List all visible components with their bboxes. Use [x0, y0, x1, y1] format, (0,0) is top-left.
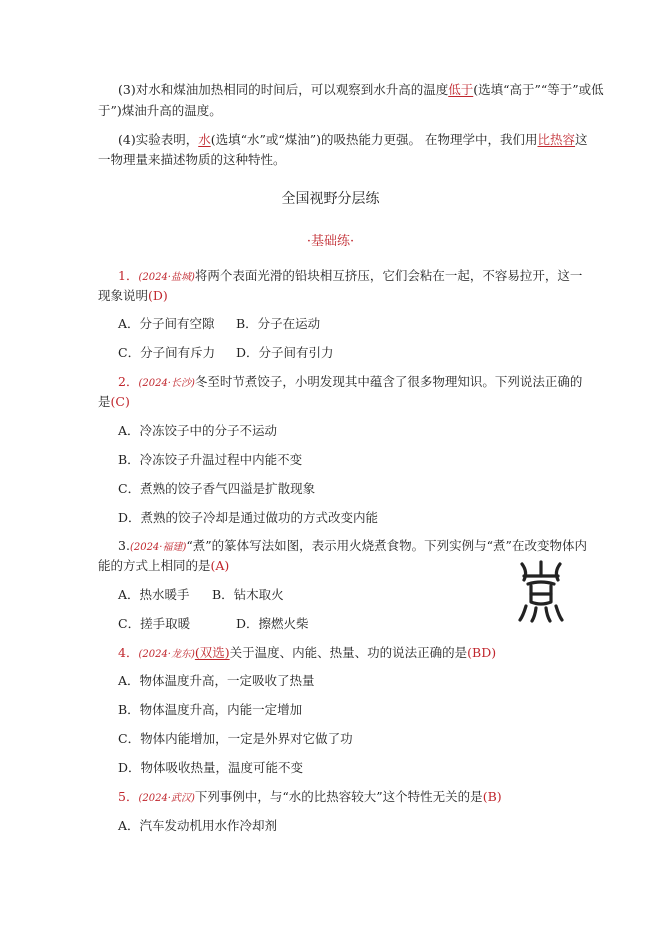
q4-line1 — [118, 645, 496, 663]
section-subtitle: ·基础练· — [306, 234, 355, 249]
q3-source: (2024·福建) — [129, 542, 187, 553]
q3-option-d: D．擦燃火柴 — [236, 616, 309, 631]
q5-source: (2024·武汉) — [138, 793, 195, 804]
q2-line2 — [98, 394, 130, 410]
q1-line2 — [98, 288, 168, 304]
q5-option-a: A．汽车发动机用水作冷却剂 — [118, 818, 278, 833]
p4-line2: 一物理量来描述物质的这种特性。 — [98, 152, 286, 167]
q1-source: (2024·盐城) — [138, 272, 195, 283]
p4-text-a: (4)实验表明， — [118, 132, 199, 147]
q4-option-d: D．物体吸收热量，温度可能不变 — [118, 760, 304, 775]
q3-stem: “煮”的篆体写法如图，表示用火烧煮食物。下列实例与“煮”在改变物体内 — [186, 538, 587, 553]
q2-option-a: A．冷冻饺子中的分子不运动 — [118, 423, 278, 438]
q3-option-b: B．钻木取火 — [212, 587, 284, 602]
q2-number: 2． — [118, 374, 139, 389]
q4-answer: (BD) — [467, 645, 497, 660]
q3-option-c: C．搓手取暖 — [118, 616, 191, 631]
q4-option-a: A．物体温度升高，一定吸收了热量 — [118, 673, 315, 688]
p3-text-a: (3)对水和煤油加热相同的时间后，可以观察到水升高的温度 — [118, 82, 449, 97]
q2-option-b: B．冷冻饺子升温过程中内能不变 — [118, 452, 303, 467]
q2-stem: 冬至时节煮饺子，小明发现其中蕴含了很多物理知识。下列说法正确的 — [194, 374, 583, 389]
q1-option-b: B．分子在运动 — [236, 316, 321, 331]
p4-answer2: 比热容 — [537, 132, 576, 147]
q5-line1 — [118, 789, 502, 807]
section-title: 全国视野分层练 — [281, 191, 380, 207]
q3-stem-2: 能的方式上相同的是 — [98, 558, 211, 573]
seal-script-zhu-figure — [516, 558, 566, 624]
q3-option-a: A．热水暖手 — [118, 587, 190, 602]
p4-line1 — [118, 132, 588, 148]
q2-answer: (C) — [110, 394, 130, 409]
q1-stem: 将两个表面光滑的铅块相互挤压，它们会粘在一起，不容易拉开，这一 — [194, 268, 583, 283]
q4-source: (2024·龙东) — [138, 649, 195, 660]
q3-line1 — [118, 538, 587, 556]
q1-stem-2: 现象说明 — [98, 288, 149, 303]
p3-line2: 于”)煤油升高的温度。 — [98, 103, 222, 118]
q2-stem-2: 是 — [98, 394, 111, 409]
q2-option-c: C．煮熟的饺子香气四溢是扩散现象 — [118, 481, 316, 496]
q5-answer: (B) — [482, 789, 502, 804]
q4-option-b: B．物体温度升高，内能一定增加 — [118, 702, 303, 717]
p3-line1 — [118, 82, 604, 98]
p4-text-b: (选填“水”或“煤油”)的吸热能力更强。 在物理学中，我们用 — [210, 132, 538, 147]
p4-answer1: 水 — [198, 132, 211, 147]
q3-line2 — [98, 558, 229, 574]
p3-text-b: (选填“高于”“等于”或低 — [473, 82, 604, 97]
q2-source: (2024·长沙) — [138, 378, 195, 389]
q1-option-a: A．分子间有空隙 — [118, 316, 215, 331]
q4-stem: 关于温度、内能、热量、功的说法正确的是 — [229, 645, 468, 660]
p3-answer: 低于 — [448, 82, 474, 97]
q5-number: 5． — [118, 789, 139, 804]
q1-line1 — [118, 268, 582, 286]
q2-line1 — [118, 374, 582, 392]
q4-number: 4． — [118, 645, 139, 660]
q4-double-tag: (双选) — [194, 645, 230, 660]
q1-answer: (D) — [148, 288, 168, 303]
q1-option-d: D．分子间有引力 — [236, 345, 334, 360]
p4-text-c: 这 — [575, 132, 588, 147]
q3-number: 3. — [118, 538, 130, 553]
q5-stem: 下列事例中，与“水的比热容较大”这个特性无关的是 — [194, 789, 483, 804]
q3-answer: (A) — [210, 558, 230, 573]
q2-option-d: D．煮熟的饺子冷却是通过做功的方式改变内能 — [118, 510, 379, 525]
q1-number: 1． — [118, 268, 139, 283]
q1-option-c: C．分子间有斥力 — [118, 345, 216, 360]
q4-option-c: C．物体内能增加，一定是外界对它做了功 — [118, 731, 353, 746]
